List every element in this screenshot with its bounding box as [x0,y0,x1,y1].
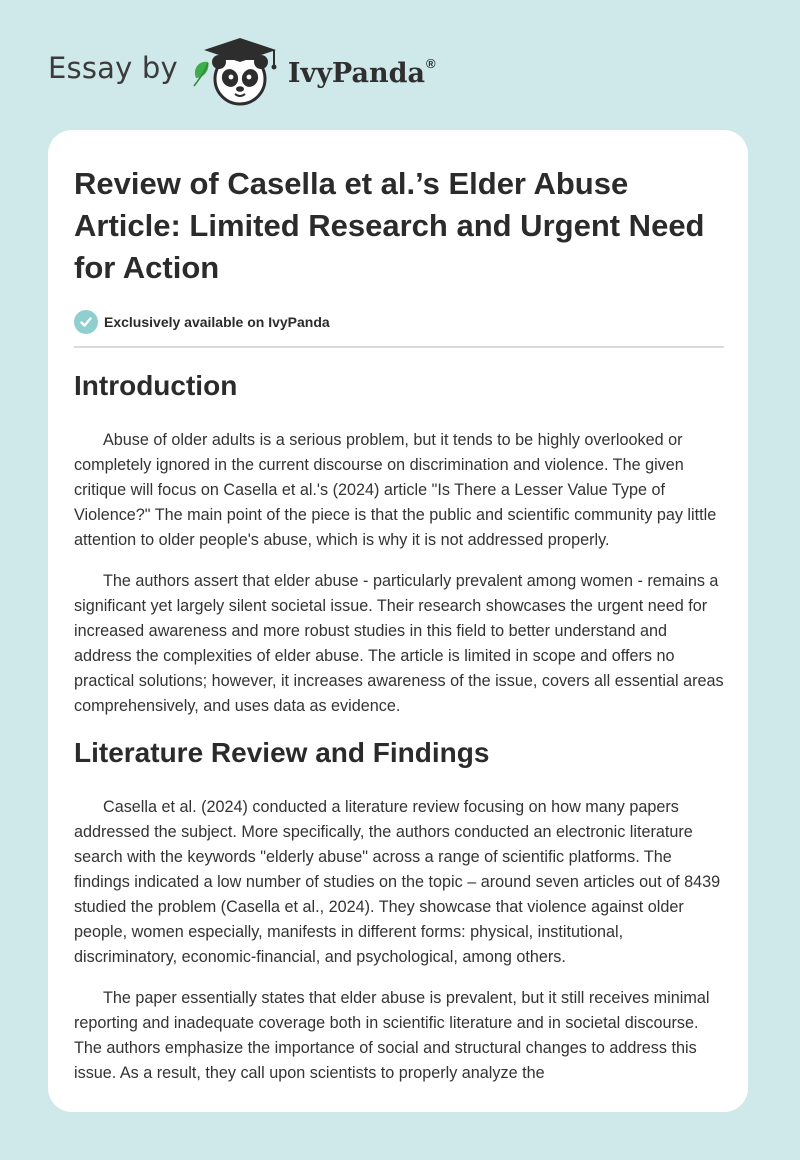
essay-content [74,163,724,1086]
exclusive-badge [74,309,724,335]
brand-label: IvyPanda [287,57,425,89]
essay-card [48,130,748,1112]
paragraph: Abuse of older adults is a serious problem, but it tends to be highly overlooked or completely ignored in the current discourse on discrimination and violence. The given critique will focus on Casella et al.'s (2024) article "Is There a Lesser Value Type of Violence?" The main point of the piece is that the public and scientific community pay little attention to older people's abuse, which is why it is not addressed properly. [74,431,717,549]
essay-by-label: Essay by [48,51,178,85]
brand-name[interactable] [287,55,436,89]
section-heading-literature-review: Literature Review and Findings [74,737,490,768]
site-header [48,34,436,110]
check-circle-icon [74,310,98,334]
paragraph: The authors assert that elder abuse - particularly prevalent among women - remains a significant yet largely silent societal issue. Their research showcases the urgent need for increased awareness and more robust studies in this field to better understand and address the complexities of elder abuse. The article is limited in scope and offers no practical solutions; however, it increases awareness of the issue, covers all essential areas comprehensively, and uses data as evidence. [74,572,724,715]
registered-mark: ® [425,55,436,71]
exclusive-label: Exclusively available on IvyPanda [104,314,330,330]
title-divider [74,346,724,348]
essay-title: Review of Casella et al.’s Elder Abuse Article: Limited Research and Urgent Need for Action [74,166,705,285]
panda-logo-icon[interactable] [190,34,282,110]
paragraph: Casella et al. (2024) conducted a literature review focusing on how many papers addressed the subject. More specifically, the authors conducted an electronic literature search with the keywords "elderly abuse" across a range of scientific platforms. The findings indicated a low number of studies on the topic – around seven articles out of 8439 studied the problem (Casella et al., 2024). They showcase that violence against older people, women especially, manifests in different forms: physical, institutional, discriminatory, economic-financial, and psychological, among others. [74,798,721,966]
section-heading-introduction: Introduction [74,370,238,401]
paragraph: The paper essentially states that elder abuse is prevalent, but it still receives minimal reporting and inadequate coverage both in scientific literature and in societal discourse. The authors emphasize the importance of social and structural changes to address this issue. As a result, they call upon scientists to properly analyze the [74,989,710,1082]
